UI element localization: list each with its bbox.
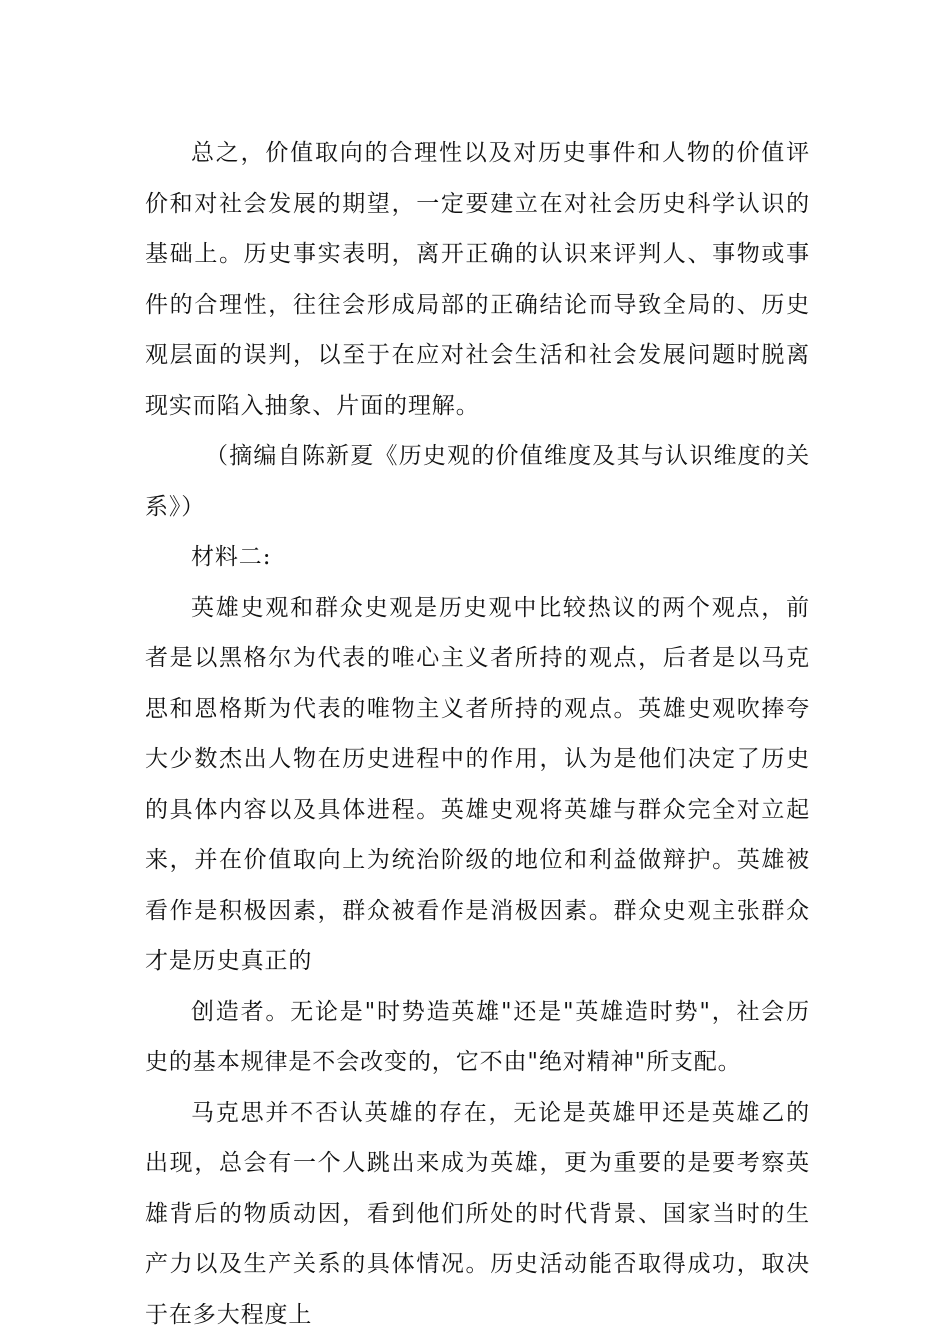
- source-citation: （摘编自陈新夏《历史观的价值维度及其与认识维度的关系》）: [145, 443, 810, 520]
- paragraph-creators: 创造者。无论是"时势造英雄"还是"英雄造时势"，社会历史的基本规律是不会改变的，它不由"绝对精神"所支配。: [145, 998, 810, 1075]
- paragraph-hero-vs-masses: 英雄史观和群众史观是历史观中比较热议的两个观点，前者是以黑格尔为代表的唯心主义者所持的观点，后者是以马克思和恩格斯为代表的唯物主义者所持的观点。英雄史观吹捧夸大少数杰出人物在历史进程中的作用，认为是他们决定了历史的具体内容以及具体进程。英雄史观将英雄与群众完全对立起来，并在价值取向上为统治阶级的地位和利益做辩护。英雄被看作是积极因素，群众被看作是消极因素。群众史观主张群众才是历史真正的: [145, 594, 810, 974]
- paragraph-marx-heroes: 马克思并不否认英雄的存在，无论是英雄甲还是英雄乙的出现，总会有一个人跳出来成为英雄，更为重要的是要考察英雄背后的物质动因，看到他们所处的时代背景、国家当时的生产力以及生产关系的具体情况。历史活动能否取得成功，取决于在多大程度上: [145, 1099, 810, 1328]
- document-body: [145, 128, 810, 1340]
- section-heading-material-two: 材料二:: [191, 544, 272, 570]
- paragraph-conclusion: 总之，价值取向的合理性以及对历史事件和人物的价值评价和对社会发展的期望，一定要建立在对社会历史科学认识的基础上。历史事实表明，离开正确的认识来评判人、事物或事件的合理性，往往会形成局部的正确结论而导致全局的、历史观层面的误判，以至于在应对社会生活和社会发展问题时脱离现实而陷入抽象、片面的理解。: [145, 140, 810, 419]
